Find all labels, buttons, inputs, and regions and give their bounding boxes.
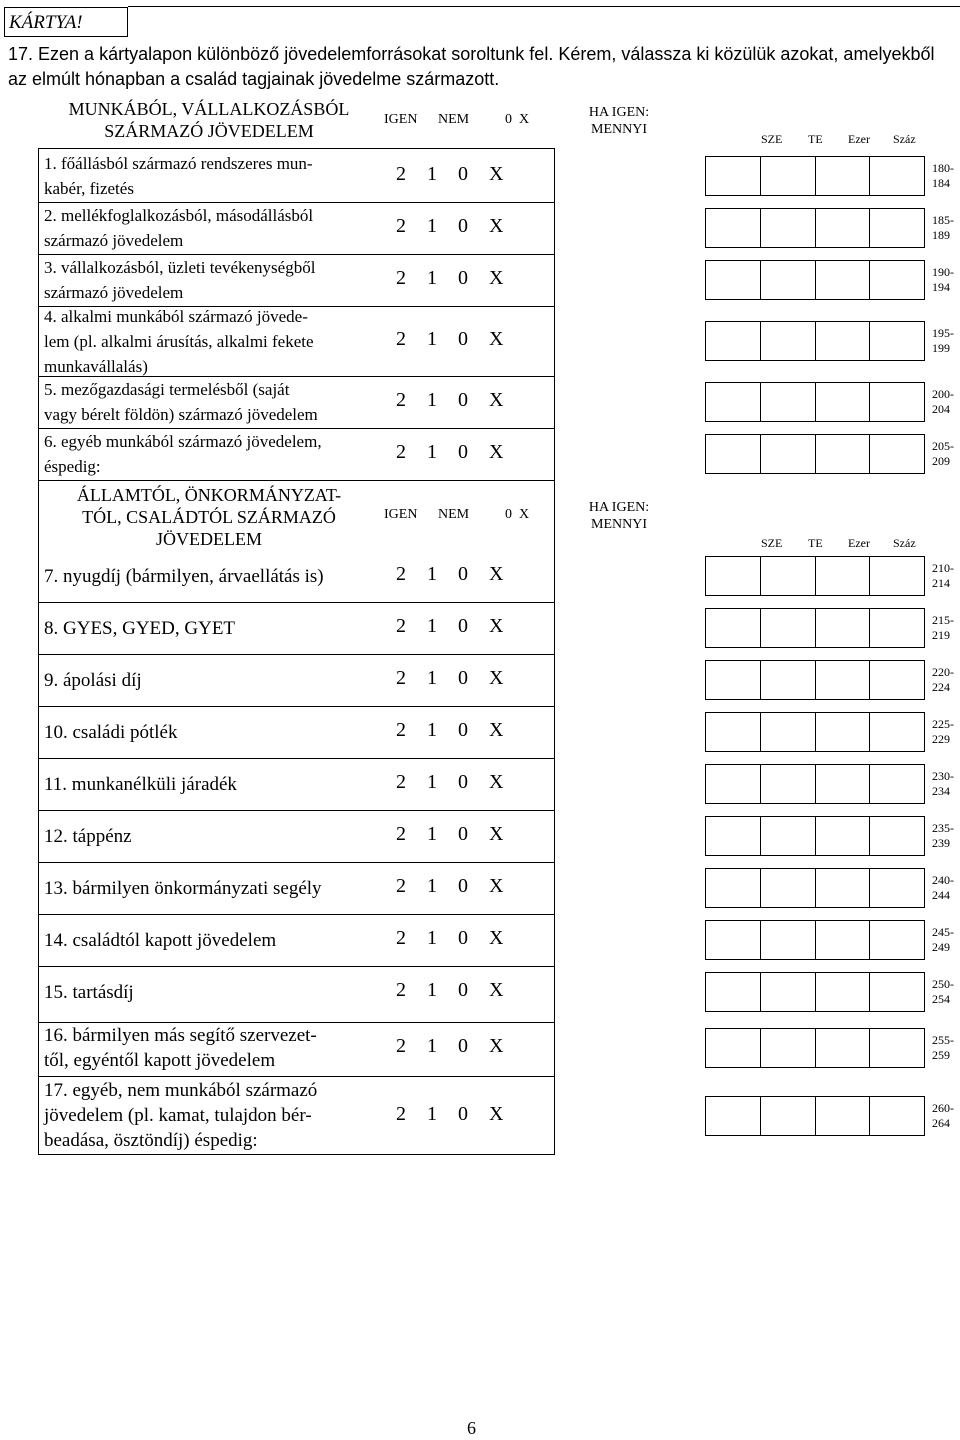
- row-separator: [38, 914, 555, 915]
- response-codes[interactable]: [396, 267, 520, 290]
- amount-box-cell[interactable]: [816, 765, 871, 803]
- column-range-end: 234: [932, 784, 950, 798]
- item-label: 15. tartásdíj: [44, 982, 134, 1003]
- col-ha-igen-2-line2: MENNYI: [591, 517, 647, 532]
- amount-box-cell[interactable]: [761, 557, 816, 595]
- col-igen-2: IGEN: [384, 507, 418, 522]
- column-range-start: 230-: [932, 769, 954, 783]
- column-range: [932, 769, 954, 799]
- amount-box-cell[interactable]: [761, 713, 816, 751]
- item-label: munkavállalás): [44, 357, 148, 376]
- item-label: 17. egyéb, nem munkából származó: [44, 1080, 318, 1101]
- response-code[interactable]: 1: [427, 823, 437, 845]
- row-separator: [38, 602, 555, 603]
- response-code[interactable]: 0: [458, 267, 468, 289]
- amount-box-cell[interactable]: [816, 209, 871, 247]
- amount-box-cell[interactable]: [870, 817, 924, 855]
- amount-boxes[interactable]: [705, 1028, 925, 1068]
- response-code[interactable]: 2: [396, 215, 406, 237]
- amount-box-cell[interactable]: [706, 1097, 761, 1135]
- col-ha-igen: [574, 104, 664, 138]
- response-code[interactable]: 2: [396, 267, 406, 289]
- amount-boxes[interactable]: [705, 321, 925, 361]
- column-range-end: 254: [932, 992, 950, 1006]
- response-code[interactable]: 1: [427, 771, 437, 793]
- amount-box-cell[interactable]: [706, 157, 761, 195]
- amount-box-cell[interactable]: [761, 765, 816, 803]
- subcol-ezer-2: Ezer: [848, 536, 870, 550]
- column-range-start: 245-: [932, 925, 954, 939]
- amount-boxes[interactable]: [705, 434, 925, 474]
- amount-box-cell[interactable]: [816, 322, 871, 360]
- amount-boxes[interactable]: [705, 660, 925, 700]
- column-range-start: 240-: [932, 873, 954, 887]
- section2-title-line2: TÓL, CSALÁDTÓL SZÁRMAZÓ: [82, 507, 336, 527]
- amount-box-cell[interactable]: [816, 557, 871, 595]
- amount-box-cell[interactable]: [761, 973, 816, 1011]
- column-range-start: 200-: [932, 387, 954, 401]
- response-code[interactable]: 0: [458, 389, 468, 411]
- amount-box-cell[interactable]: [870, 435, 924, 473]
- column-range-end: 204: [932, 402, 950, 416]
- column-range: [932, 1033, 954, 1063]
- column-range: [932, 717, 954, 747]
- col-nem-2: NEM: [438, 507, 470, 522]
- column-range-end: 259: [932, 1048, 950, 1062]
- amount-boxes[interactable]: [705, 712, 925, 752]
- response-code[interactable]: 0: [458, 441, 468, 463]
- amount-box-cell[interactable]: [761, 209, 816, 247]
- amount-box-cell[interactable]: [761, 435, 816, 473]
- amount-box-cell[interactable]: [870, 1097, 924, 1135]
- amount-boxes[interactable]: [705, 208, 925, 248]
- amount-box-cell[interactable]: [816, 921, 871, 959]
- subcol-sze-2: SZE: [761, 536, 783, 550]
- amount-box-cell[interactable]: [816, 383, 871, 421]
- column-range-end: 184: [932, 176, 950, 190]
- item-label: lem (pl. alkalmi árusítás, alkalmi fekete: [44, 332, 314, 351]
- response-code[interactable]: 2: [396, 1035, 406, 1057]
- response-code[interactable]: 2: [396, 771, 406, 793]
- response-code[interactable]: 1: [427, 979, 437, 1001]
- section2-title-line3: JÖVEDELEM: [156, 529, 262, 549]
- row-separator: [38, 706, 555, 707]
- item-label: 5. mezőgazdasági termelésből (saját: [44, 380, 290, 399]
- amount-box-cell[interactable]: [706, 713, 761, 751]
- amount-box-cell[interactable]: [761, 921, 816, 959]
- amount-boxes[interactable]: [705, 260, 925, 300]
- amount-boxes[interactable]: [705, 816, 925, 856]
- amount-boxes[interactable]: [705, 972, 925, 1012]
- col-igen: IGEN: [384, 112, 418, 127]
- response-codes[interactable]: [396, 563, 520, 586]
- response-code[interactable]: X: [489, 215, 504, 237]
- item-label: beadása, ösztöndíj) éspedig:: [44, 1130, 258, 1151]
- amount-box-cell[interactable]: [870, 713, 924, 751]
- amount-box-cell[interactable]: [706, 322, 761, 360]
- amount-box-cell[interactable]: [816, 435, 871, 473]
- column-range: [932, 326, 954, 356]
- item-label: 11. munkanélküli járadék: [44, 774, 237, 795]
- item-label: vagy bérelt földön) származó jövedelem: [44, 405, 318, 424]
- column-range-start: 225-: [932, 717, 954, 731]
- subcol-sze: SZE: [761, 132, 783, 146]
- amount-box-cell[interactable]: [761, 817, 816, 855]
- response-code[interactable]: 2: [396, 328, 406, 350]
- amount-box-cell[interactable]: [761, 869, 816, 907]
- item-label: 9. ápolási díj: [44, 670, 142, 691]
- amount-box-cell[interactable]: [761, 661, 816, 699]
- response-codes[interactable]: [396, 927, 520, 950]
- amount-box-cell[interactable]: [706, 921, 761, 959]
- column-range: [932, 977, 954, 1007]
- response-code[interactable]: X: [489, 1102, 504, 1125]
- col-ox-2: 0 X: [505, 507, 530, 522]
- response-codes[interactable]: [396, 719, 520, 742]
- response-codes[interactable]: [396, 1035, 520, 1058]
- column-range: [932, 161, 954, 191]
- item-label: 8. GYES, GYED, GYET: [44, 618, 236, 639]
- response-code[interactable]: 1: [427, 267, 437, 289]
- row-separator: [38, 654, 555, 655]
- amount-box-cell[interactable]: [761, 157, 816, 195]
- item-label: 7. nyugdíj (bármilyen, árvaellátás is): [44, 566, 324, 587]
- response-code[interactable]: X: [489, 441, 504, 463]
- section1-title: [44, 98, 374, 142]
- response-code[interactable]: 0: [458, 719, 468, 741]
- response-codes[interactable]: [396, 1103, 520, 1126]
- amount-box-cell[interactable]: [816, 661, 871, 699]
- item-label: 2. mellékfoglalkozásból, másodállásból: [44, 206, 314, 225]
- item-label: 4. alkalmi munkából származó jövede-: [44, 307, 308, 326]
- response-codes[interactable]: [396, 615, 520, 638]
- column-range-start: 250-: [932, 977, 954, 991]
- column-range-start: 210-: [932, 561, 954, 575]
- response-code[interactable]: 0: [458, 927, 468, 949]
- col-ha-igen-line2: MENNYI: [591, 122, 647, 137]
- amount-box-cell[interactable]: [870, 1029, 924, 1067]
- column-range-end: 239: [932, 836, 950, 850]
- amount-box-cell[interactable]: [816, 1097, 871, 1135]
- response-code[interactable]: 2: [396, 719, 406, 741]
- subcol-te-2: TE: [808, 536, 823, 550]
- item-label: 13. bármilyen önkormányzati segély: [44, 878, 322, 899]
- response-code[interactable]: 2: [396, 563, 406, 585]
- response-code[interactable]: 1: [427, 615, 437, 637]
- amount-box-cell[interactable]: [761, 383, 816, 421]
- amount-box-cell[interactable]: [761, 261, 816, 299]
- response-code[interactable]: X: [489, 563, 504, 585]
- response-codes[interactable]: [396, 823, 520, 846]
- item-label: 10. családi pótlék: [44, 722, 178, 743]
- column-range-end: 194: [932, 280, 950, 294]
- amount-box-cell[interactable]: [816, 261, 871, 299]
- response-codes[interactable]: [396, 771, 520, 794]
- response-code[interactable]: 0: [458, 615, 468, 637]
- response-code[interactable]: 2: [396, 823, 406, 845]
- response-code[interactable]: 0: [458, 215, 468, 237]
- row-separator: [38, 862, 555, 863]
- amount-boxes[interactable]: [705, 764, 925, 804]
- item-label: kabér, fizetés: [44, 179, 134, 198]
- response-codes[interactable]: [396, 215, 520, 238]
- response-code[interactable]: 2: [396, 441, 406, 463]
- amount-box-cell[interactable]: [706, 209, 761, 247]
- amount-box-cell[interactable]: [816, 157, 871, 195]
- row-separator: [38, 966, 555, 967]
- amount-box-cell[interactable]: [706, 261, 761, 299]
- response-code[interactable]: 0: [458, 1102, 468, 1125]
- amount-box-cell[interactable]: [870, 261, 924, 299]
- column-range: [932, 873, 954, 903]
- response-code[interactable]: X: [489, 979, 504, 1001]
- item-label: től, egyéntől kapott jövedelem: [44, 1050, 276, 1071]
- amount-boxes[interactable]: [705, 556, 925, 596]
- column-range: [932, 821, 954, 851]
- amount-box-cell[interactable]: [706, 661, 761, 699]
- response-code[interactable]: 1: [427, 875, 437, 897]
- column-range-start: 215-: [932, 613, 954, 627]
- amount-box-cell[interactable]: [870, 157, 924, 195]
- column-range-end: 229: [932, 732, 950, 746]
- amount-box-cell[interactable]: [706, 869, 761, 907]
- column-range-end: 199: [932, 341, 950, 355]
- item-label: 12. táppénz: [44, 826, 132, 847]
- section1-title-line2: SZÁRMAZÓ JÖVEDELEM: [104, 121, 314, 141]
- response-code[interactable]: 1: [427, 927, 437, 949]
- response-code[interactable]: 2: [396, 979, 406, 1001]
- response-code[interactable]: 1: [427, 1035, 437, 1057]
- response-codes[interactable]: [396, 389, 520, 412]
- amount-box-cell[interactable]: [870, 973, 924, 1011]
- row-separator: [38, 758, 555, 759]
- response-code[interactable]: X: [489, 1035, 504, 1057]
- page-number: 6: [467, 1418, 476, 1438]
- section2-title-line1: ÁLLAMTÓL, ÖNKORMÁNYZAT-: [76, 485, 342, 505]
- response-code[interactable]: 2: [396, 615, 406, 637]
- response-code[interactable]: 1: [427, 389, 437, 411]
- item-label: 16. bármilyen más segítő szervezet-: [44, 1025, 317, 1046]
- amount-boxes[interactable]: [705, 382, 925, 422]
- amount-boxes[interactable]: [705, 868, 925, 908]
- amount-box-cell[interactable]: [870, 209, 924, 247]
- response-code[interactable]: 0: [458, 563, 468, 585]
- item-label: 14. családtól kapott jövedelem: [44, 930, 277, 951]
- item-label: származó jövedelem: [44, 231, 184, 250]
- amount-box-cell[interactable]: [816, 817, 871, 855]
- response-code[interactable]: X: [489, 823, 504, 845]
- response-code[interactable]: 1: [427, 441, 437, 463]
- response-codes[interactable]: [396, 979, 520, 1002]
- column-range: [932, 387, 954, 417]
- amount-box-cell[interactable]: [706, 609, 761, 647]
- column-range-start: 260-: [932, 1100, 954, 1115]
- col-ox: 0 X: [505, 112, 530, 127]
- amount-box-cell[interactable]: [816, 713, 871, 751]
- item-label: 3. vállalkozásból, üzleti tevékenységből: [44, 258, 316, 277]
- amount-boxes[interactable]: [705, 156, 925, 196]
- response-code[interactable]: 1: [427, 563, 437, 585]
- amount-box-cell[interactable]: [706, 973, 761, 1011]
- column-range-start: 220-: [932, 665, 954, 679]
- response-code[interactable]: 2: [396, 875, 406, 897]
- card-label: KÁRTYA!: [4, 7, 128, 37]
- amount-box-cell[interactable]: [870, 869, 924, 907]
- item-label: jövedelem (pl. kamat, tulajdon bér-: [44, 1105, 312, 1126]
- response-code[interactable]: 0: [458, 823, 468, 845]
- col-ha-igen-line1: HA IGEN:: [588, 105, 650, 120]
- amount-box-cell[interactable]: [706, 1029, 761, 1067]
- response-code[interactable]: X: [489, 875, 504, 897]
- amount-box-cell[interactable]: [870, 383, 924, 421]
- response-codes[interactable]: [396, 163, 520, 186]
- response-code[interactable]: 2: [396, 927, 406, 949]
- column-range: [932, 665, 954, 695]
- amount-box-cell[interactable]: [706, 765, 761, 803]
- column-range-end: 189: [932, 228, 950, 242]
- response-codes[interactable]: [396, 328, 520, 351]
- response-code[interactable]: X: [489, 927, 504, 949]
- column-range-start: 180-: [932, 161, 954, 175]
- subcol-te: TE: [808, 132, 823, 146]
- column-range-end: 249: [932, 940, 950, 954]
- response-code[interactable]: 2: [396, 389, 406, 411]
- amount-box-cell[interactable]: [816, 869, 871, 907]
- response-code[interactable]: 1: [427, 719, 437, 741]
- column-range-start: 205-: [932, 439, 954, 453]
- amount-box-cell[interactable]: [706, 817, 761, 855]
- response-codes[interactable]: [396, 441, 520, 464]
- column-range-end: 264: [932, 1115, 950, 1130]
- amount-box-cell[interactable]: [761, 609, 816, 647]
- response-code[interactable]: X: [489, 615, 504, 637]
- response-code[interactable]: 1: [427, 667, 437, 689]
- amount-box-cell[interactable]: [816, 609, 871, 647]
- amount-box-cell[interactable]: [761, 322, 816, 360]
- column-range-start: 190-: [932, 265, 954, 279]
- column-range-end: 224: [932, 680, 950, 694]
- col-ha-igen-2: [574, 499, 664, 533]
- column-range: [932, 265, 954, 295]
- amount-box-cell[interactable]: [761, 1029, 816, 1067]
- question-text: 17. Ezen a kártyalapon különböző jövedelemforrásokat soroltunk fel. Kérem, válassza ki közülük azokat, amelyekből az elmúlt hónapban a család tagjainak jövedelme származott.: [8, 44, 935, 89]
- column-range-end: 214: [932, 576, 950, 590]
- response-code[interactable]: X: [489, 389, 504, 411]
- amount-box-cell[interactable]: [761, 1097, 816, 1135]
- column-range: [932, 439, 954, 469]
- response-code[interactable]: 0: [458, 667, 468, 689]
- response-code[interactable]: 2: [396, 163, 406, 185]
- response-code[interactable]: 2: [396, 667, 406, 689]
- response-code[interactable]: 0: [458, 328, 468, 350]
- column-range-start: 195-: [932, 326, 954, 340]
- column-range-end: 219: [932, 628, 950, 642]
- subcol-szaz-2: Száz: [893, 536, 916, 550]
- column-range-start: 255-: [932, 1033, 954, 1047]
- column-range-end: 209: [932, 454, 950, 468]
- item-label: 6. egyéb munkából származó jövedelem,: [44, 432, 322, 451]
- response-code[interactable]: 2: [396, 1102, 406, 1125]
- amount-box-cell[interactable]: [706, 557, 761, 595]
- column-range: [932, 1101, 954, 1131]
- subcol-ezer: Ezer: [848, 132, 870, 146]
- response-code[interactable]: 0: [458, 1035, 468, 1057]
- amount-boxes[interactable]: [705, 1096, 925, 1136]
- row-separator: [38, 480, 555, 481]
- row-separator: [38, 1076, 555, 1077]
- col-nem: NEM: [438, 112, 470, 127]
- response-code[interactable]: 0: [458, 979, 468, 1001]
- response-code[interactable]: 1: [427, 1102, 437, 1125]
- response-code[interactable]: X: [489, 328, 504, 350]
- column-range: [932, 213, 954, 243]
- amount-box-cell[interactable]: [870, 322, 924, 360]
- column-range-end: 244: [932, 888, 950, 902]
- response-code[interactable]: 1: [427, 328, 437, 350]
- column-range: [932, 613, 954, 643]
- item-label: 1. főállásból származó rendszeres mun-: [44, 154, 313, 173]
- response-code[interactable]: X: [489, 667, 504, 689]
- column-range-start: 185-: [932, 213, 954, 227]
- response-code[interactable]: 0: [458, 875, 468, 897]
- row-separator: [38, 810, 555, 811]
- response-codes[interactable]: [396, 667, 520, 690]
- subcol-szaz: Száz: [893, 132, 916, 146]
- column-range: [932, 925, 954, 955]
- column-range-start: 235-: [932, 821, 954, 835]
- top-rule: [128, 6, 960, 7]
- response-code[interactable]: X: [489, 719, 504, 741]
- amount-box-cell[interactable]: [870, 921, 924, 959]
- response-code[interactable]: 1: [427, 215, 437, 237]
- item-label: éspedig:: [44, 457, 101, 476]
- item-label: származó jövedelem: [44, 283, 184, 302]
- response-codes[interactable]: [396, 875, 520, 898]
- amount-box-cell[interactable]: [870, 661, 924, 699]
- col-ha-igen-2-line1: HA IGEN:: [588, 500, 650, 515]
- amount-boxes[interactable]: [705, 920, 925, 960]
- section1-title-line1: MUNKÁBÓL, VÁLLALKOZÁSBÓL: [68, 99, 350, 119]
- amount-boxes[interactable]: [705, 608, 925, 648]
- response-code[interactable]: X: [489, 163, 504, 185]
- amount-box-cell[interactable]: [870, 557, 924, 595]
- response-code[interactable]: X: [489, 267, 504, 289]
- amount-box-cell[interactable]: [706, 383, 761, 421]
- response-code[interactable]: 0: [458, 163, 468, 185]
- amount-box-cell[interactable]: [816, 973, 871, 1011]
- amount-box-cell[interactable]: [870, 609, 924, 647]
- response-code[interactable]: X: [489, 771, 504, 793]
- response-code[interactable]: 1: [427, 163, 437, 185]
- column-range: [932, 561, 954, 591]
- amount-box-cell[interactable]: [870, 765, 924, 803]
- amount-box-cell[interactable]: [706, 435, 761, 473]
- amount-box-cell[interactable]: [816, 1029, 871, 1067]
- response-code[interactable]: 0: [458, 771, 468, 793]
